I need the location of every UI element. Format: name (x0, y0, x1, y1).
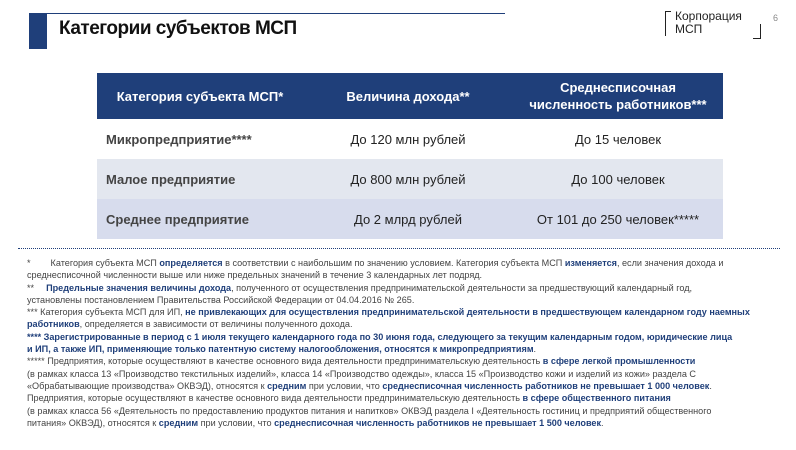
table-row (97, 159, 723, 199)
footnote-1-cont: среднесписочной численности выше или ниже предельных значений в течение 3 календарных лет подряд. (27, 270, 483, 281)
category-cell: Среднее предприятие (97, 199, 303, 239)
msp-categories-table (97, 73, 723, 239)
corporation-msp-logo (665, 9, 761, 39)
footnote-3: *** Категория субъекта МСП для ИП, не привлекающих для осуществления предпринимательской деятельности в предшествующем календарном году наемных (27, 307, 750, 318)
header-category: Категория субъекта МСП* (97, 73, 303, 119)
page-number: 6 (773, 13, 779, 23)
income-cell: До 120 млн рублей (303, 119, 513, 159)
footnote-4: **** Зарегистрированные в период с 1 июля текущего календарного года по 30 июня года, следующего за текущим календарным годом, юридические лица (27, 331, 733, 342)
footnotes (27, 257, 783, 429)
header-income: Величина дохода** (303, 73, 513, 119)
footnote-4-cont: и ИП, а также ИП, применяющие только патентную систему налогообложения, относятся к микропредприятиям. (27, 344, 537, 355)
header-accent-bar (29, 13, 47, 49)
footnote-5-line4: Предприятия, которые осуществляют в качестве основного вида деятельности предпринимательскую деятельность в сфере общественного питания (27, 393, 671, 404)
category-cell: Малое предприятие (97, 159, 303, 199)
logo-bracket-icon (753, 24, 761, 39)
footnote-2-cont: установлены постановлением Правительства Российской Федерации от 04.04.2016 № 265. (27, 294, 415, 305)
header-rule (47, 13, 505, 14)
staff-cell: От 101 до 250 человек***** (513, 199, 723, 239)
footnote-5-line3: «Обрабатывающие производства» ОКВЭД), относятся к средним при условии, что среднесписочная численность работников не превышает 1 000 человек. (27, 380, 712, 391)
table-header-row (97, 73, 723, 119)
header-staff: Среднесписочная численность работников*** (513, 73, 723, 119)
logo-bracket-icon (665, 11, 671, 36)
staff-cell: До 15 человек (513, 119, 723, 159)
footnote-5-line2: (в рамках класса 13 «Производство текстильных изделий», класса 14 «Производство одежды», класса 15 «Производство кожи и изделий из кожи» раздела С (27, 368, 696, 379)
footnote-1: * Категория субъекта МСП определяется в соответствии с наибольшим по значению условием. Категория субъекта МСП изменяется, если значения дохода и (27, 258, 724, 268)
footnote-2: ** Предельные значения величины дохода, полученного от осуществления предпринимательской деятельности за предшествующий календарный год, (27, 282, 693, 293)
page-title: Категории субъектов МСП (59, 18, 297, 39)
table-row (97, 119, 723, 159)
footnote-5-line6: питания» ОКВЭД), относятся к средним при условии, что среднесписочная численность работников не превышает 1 500 человек. (27, 417, 604, 428)
footnotes-divider (18, 248, 780, 249)
table-row (97, 199, 723, 239)
footnote-3-cont: работников, определяется в зависимости от величины полученного дохода. (27, 319, 353, 330)
footnote-5-line5: (в рамках класса 56 «Деятельность по предоставлению продуктов питания и напитков» ОКВЭД раздела I «Деятельность гостиниц и предприятий общественного (27, 405, 712, 416)
income-cell: До 800 млн рублей (303, 159, 513, 199)
category-cell: Микропредприятие**** (97, 119, 303, 159)
income-cell: До 2 млрд рублей (303, 199, 513, 239)
footnote-5: ***** Предприятия, которые осуществляют в качестве основного вида деятельности предпринимательскую деятельность в сфере легкой промышленности (27, 356, 696, 367)
logo-text: Корпорация МСП (675, 9, 742, 36)
staff-cell: До 100 человек (513, 159, 723, 199)
